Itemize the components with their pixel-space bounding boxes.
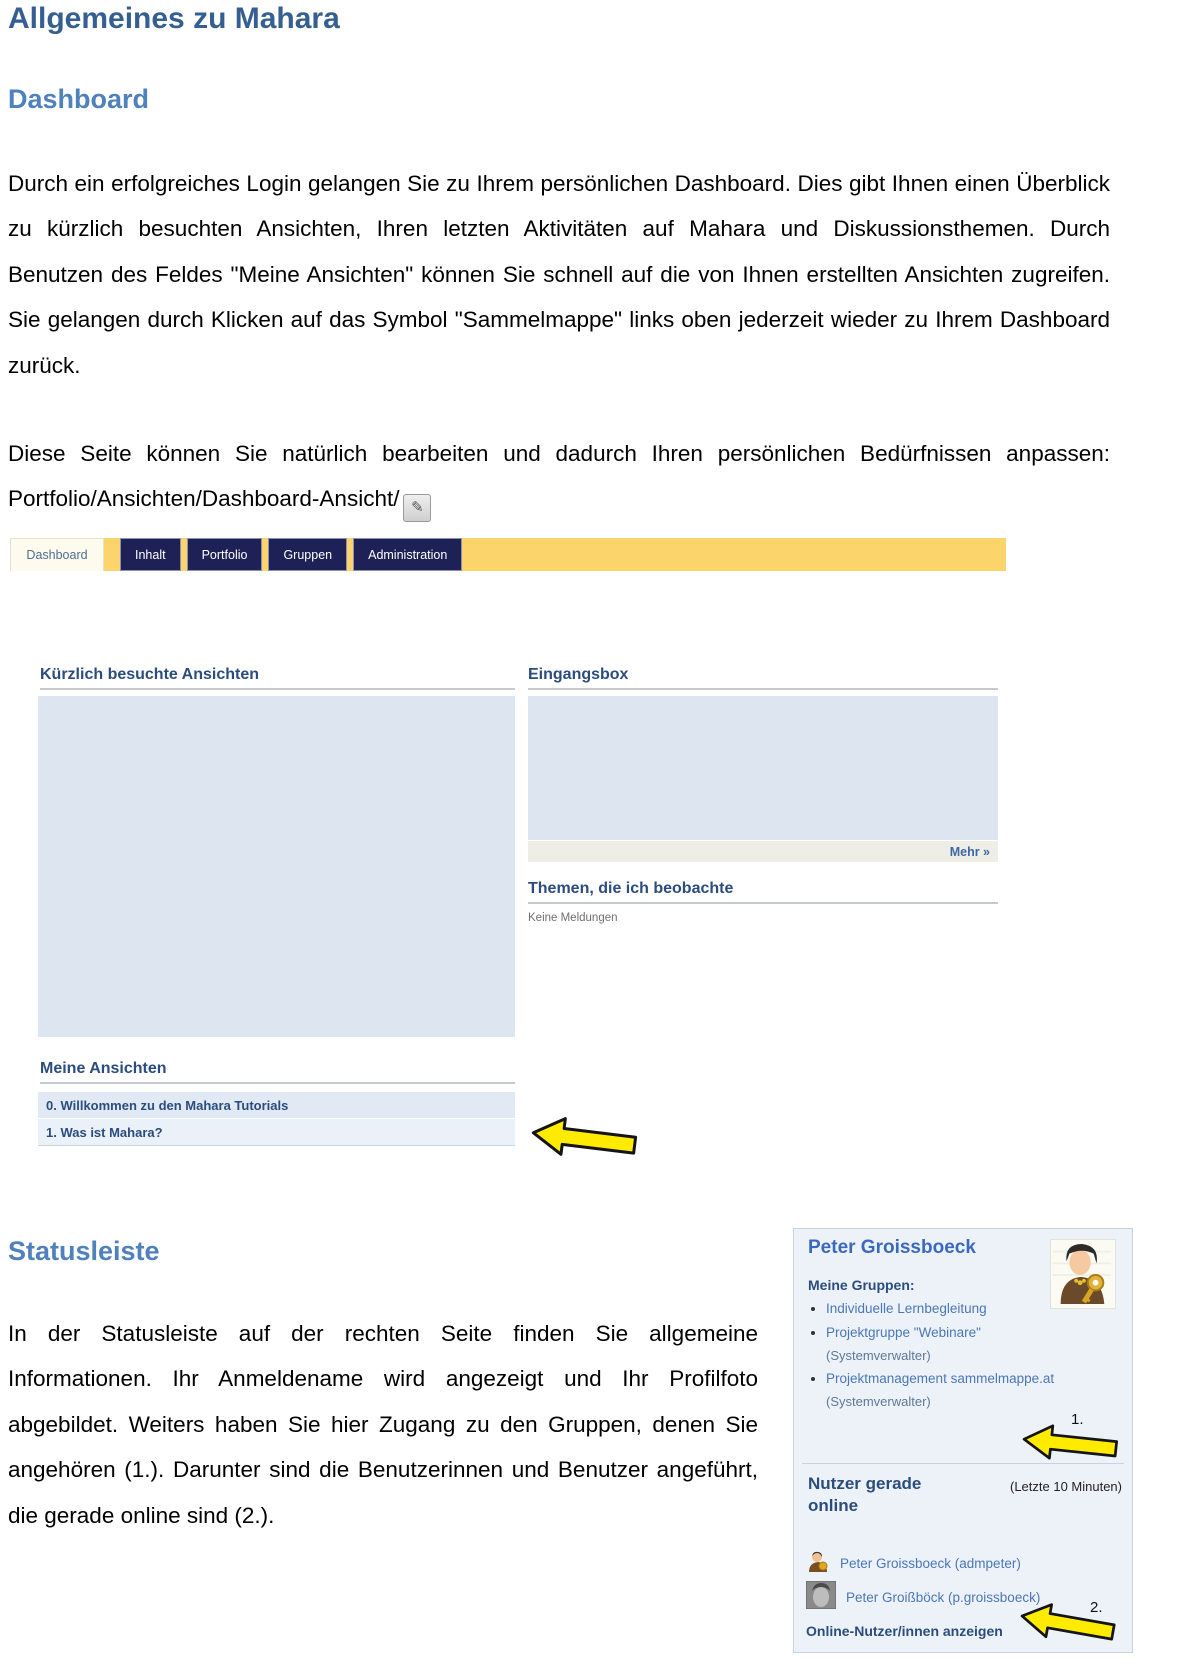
my-views-heading: Meine Ansichten: [40, 1060, 515, 1084]
paragraph-dashboard-1: Durch ein erfolgreiches Login gelangen Sie zu Ihrem persönlichen Dashboard. Dies gibt Ihnen einen Überblick zu kürzlich besuchten Ansichten, Ihren letzten Aktivitäten auf Mahara und Diskussionsthemen. Durch Benutzen des Feldes "Meine Ansichten" können Sie schnell auf die von Ihnen erstellten Ansichten zugreifen. Sie gelangen durch Klicken auf das Symbol "Sammelmappe" links oben jederzeit wieder zu Ihrem Dashboard zurück.: [8, 170, 1110, 378]
sidebar-username-link[interactable]: Peter Groissboeck: [808, 1237, 976, 1258]
online-user-link-2[interactable]: Peter Groißböck (p.groissboeck): [846, 1590, 1041, 1605]
watched-topics-heading: Themen, die ich beobachte: [528, 880, 998, 904]
recent-views-heading: Kürzlich besuchte Ansichten: [40, 666, 515, 690]
online-users-note: (Letzte 10 Minuten): [1009, 1479, 1122, 1494]
view-list-item-0[interactable]: 0. Willkommen zu den Mahara Tutorials: [38, 1092, 515, 1119]
sidebar-divider: [802, 1463, 1124, 1464]
paragraph-dashboard-2-text: Diese Seite können Sie natürlich bearbeiten und dadurch Ihren persönlichen Bedürfnissen anpassen: Portfolio/Ansichten/Dashboard-Ansicht/: [8, 440, 1110, 511]
pencil-icon: ✎: [403, 494, 431, 522]
online-user-row: [806, 1581, 1040, 1614]
paragraph-statusleiste: In der Statusleiste auf der rechten Seite finden Sie allgemeine Informationen. Ihr Anmeldename wird angezeigt und Ihr Profilfoto abgebildet. Weiters haben Sie hier Zugang zu den Gruppen, denen Sie angehören (1.). Darunter sind die Benutzerinnen und Benutzer angeführt, die gerade online sind (2.).: [8, 1320, 758, 1528]
annotation-arrow-1: [1012, 1419, 1127, 1468]
watched-topics-empty: Keine Meldungen: [528, 912, 618, 924]
group-role-3: (Systemverwalter): [826, 1394, 931, 1409]
group-item: [826, 1297, 1111, 1321]
annotation-arrow-2: [1008, 1595, 1128, 1652]
tab-gruppen[interactable]: Gruppen: [268, 538, 347, 571]
mahara-tab-bar: [10, 538, 1006, 571]
inbox-heading: Eingangsbox: [528, 666, 998, 690]
group-link-3[interactable]: Projektmanagement sammelmappe.at: [826, 1371, 1055, 1386]
online-users-heading: Nutzer gerade online: [808, 1474, 922, 1515]
group-item: [826, 1367, 1111, 1413]
admin-mini-avatar-icon: [806, 1549, 830, 1578]
annotation-label-2: 2.: [1090, 1599, 1103, 1616]
inbox-footer: [528, 841, 998, 862]
tab-portfolio[interactable]: Portfolio: [187, 538, 263, 571]
show-online-users-link[interactable]: Online-Nutzer/innen anzeigen: [806, 1623, 1003, 1639]
groups-list: [808, 1297, 1111, 1413]
tab-dashboard[interactable]: Dashboard: [10, 538, 104, 571]
group-link-1[interactable]: Individuelle Lernbegleitung: [826, 1301, 987, 1316]
online-user-row: [806, 1549, 1021, 1578]
tab-administration[interactable]: Administration: [353, 538, 462, 571]
online-user-link-1[interactable]: Peter Groissboeck (admpeter): [840, 1556, 1021, 1571]
status-sidebar-panel: [793, 1228, 1133, 1653]
group-link-2[interactable]: Projektgruppe "Webinare": [826, 1325, 981, 1340]
page-title: Allgemeines zu Mahara: [8, 2, 340, 35]
recent-views-panel: [38, 696, 515, 1037]
group-role-2: (Systemverwalter): [826, 1348, 931, 1363]
photo-avatar-icon: [806, 1581, 836, 1614]
heading-statusleiste: Statusleiste: [8, 1236, 160, 1266]
heading-dashboard: Dashboard: [8, 84, 150, 114]
more-link[interactable]: Mehr »: [949, 844, 990, 859]
view-list-item-1[interactable]: 1. Was ist Mahara?: [38, 1119, 515, 1146]
paragraph-dashboard-2: [8, 431, 1110, 523]
my-groups-label: Meine Gruppen:: [808, 1277, 915, 1293]
tab-inhalt[interactable]: Inhalt: [120, 538, 181, 571]
annotation-arrow-main: [526, 1111, 642, 1166]
annotation-label-1: 1.: [1071, 1411, 1084, 1428]
inbox-panel: [528, 696, 998, 840]
group-item: [826, 1321, 1111, 1367]
